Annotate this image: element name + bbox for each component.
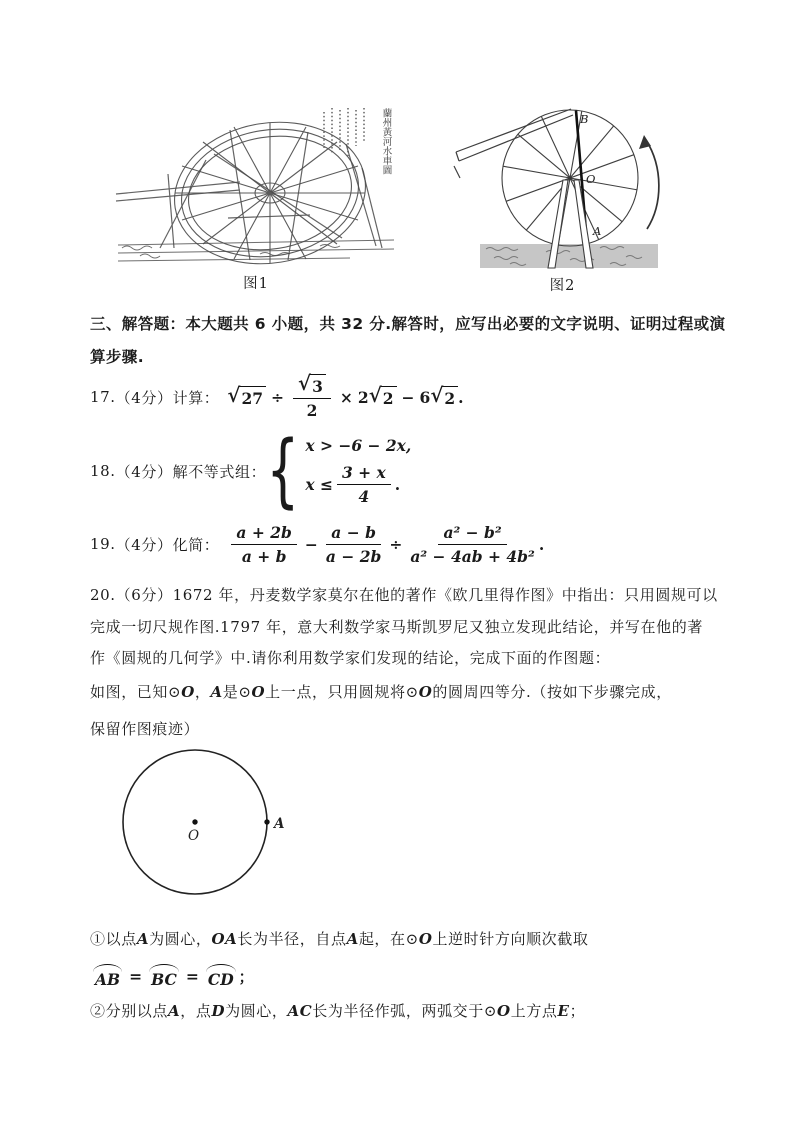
waterwheel-schematic-image bbox=[450, 92, 675, 270]
figure2-waterwheel-schematic bbox=[450, 92, 675, 295]
label-O: O bbox=[188, 828, 200, 844]
section-header-line2: 算步骤. bbox=[90, 348, 144, 366]
radical-2b: √ 2 bbox=[430, 386, 458, 408]
question-18 bbox=[90, 424, 412, 518]
construction-step-2: ②分别以点A，点D为圆心，AC长为半径作弧，两弧交于⊙O上方点E； bbox=[90, 1002, 586, 1020]
q19-label: 化简： bbox=[172, 535, 220, 554]
radical-3: √ 3 bbox=[298, 374, 326, 396]
period: . bbox=[394, 475, 401, 494]
q17-label: 计算： bbox=[172, 388, 220, 407]
center-dot-O bbox=[192, 819, 197, 824]
minus-sign: − bbox=[401, 387, 415, 407]
q20-score: （6分） bbox=[115, 586, 173, 604]
question-20-line3: 作《圆规的几何学》中.请你利用数学家们发现的结论，完成下面的作图题： bbox=[90, 649, 611, 667]
q18-number: 18. bbox=[90, 462, 116, 480]
fraction-3: $\frac{\text{a² − b²}}{\text{a² − 4ab + 4b²}}$ bbox=[410, 522, 535, 566]
label-O: O bbox=[586, 172, 596, 186]
waterwheel-wheel bbox=[164, 109, 376, 268]
point-dot-A bbox=[264, 819, 269, 824]
circle-O-symbol: ⊙O bbox=[483, 1002, 511, 1020]
section-header-line1: 三、解答题：本大题共 6 小题，共 32 分.解答时，应写出必要的文字说明、证明过程或演 bbox=[90, 315, 726, 333]
q20-number: 20. bbox=[90, 586, 116, 604]
label-A: A bbox=[274, 816, 285, 832]
question-20-line1: 20.（6分）1672 年，丹麦数学家莫尔在他的著作《欧几里得作图》中指出：只用圆规可以 bbox=[90, 586, 718, 604]
label-B: B bbox=[580, 112, 589, 126]
q19-expression bbox=[227, 523, 544, 566]
q17-number: 17. bbox=[90, 388, 116, 406]
waterwheel-ground bbox=[118, 240, 394, 261]
period: . bbox=[458, 387, 464, 407]
semicolon: ； bbox=[238, 967, 255, 986]
label-A: A bbox=[593, 224, 602, 238]
system-brace: { bbox=[266, 424, 300, 518]
circle-O-symbol: ⊙O bbox=[168, 683, 195, 701]
q18-inequality-2: x ≤ $\frac{3 + x}{4}$ . bbox=[305, 463, 401, 506]
fraction-2: $\frac{a - b}{a - 2b}$ bbox=[325, 522, 382, 566]
divide-sign: ÷ bbox=[271, 387, 285, 407]
q19-number: 19. bbox=[90, 535, 116, 553]
radical-2a: √ 2 bbox=[369, 386, 397, 408]
construction-intro-line1: 如图，已知⊙O，A是⊙O上一点，只用圆规将⊙O的圆周四等分.（按如下步骤完成， bbox=[90, 683, 672, 701]
minus-sign: − bbox=[304, 534, 318, 554]
q18-score: （4分） bbox=[115, 462, 173, 481]
equals-sign: = bbox=[185, 966, 199, 986]
figure1-waterwheel-woodcut bbox=[110, 98, 402, 293]
figure2-caption: 图2 bbox=[549, 278, 576, 294]
q19-score: （4分） bbox=[115, 535, 173, 554]
circle-O-symbol: ⊙O bbox=[405, 930, 433, 948]
q17-score: （4分） bbox=[115, 388, 173, 407]
coef-6: 6 bbox=[419, 387, 431, 407]
calligraphy-columns-decoration bbox=[324, 108, 364, 156]
q18-inequality-system bbox=[305, 436, 411, 506]
figure1-caption: 图1 bbox=[243, 276, 269, 292]
wheel-center-dot bbox=[568, 176, 572, 180]
q18-inequality-1: x > −6 − 2x, bbox=[305, 436, 412, 455]
q18-label: 解不等式组： bbox=[172, 462, 267, 481]
radical-27: √ 27 bbox=[227, 386, 266, 408]
question-17 bbox=[90, 371, 464, 420]
arc-equality-formula bbox=[90, 960, 254, 992]
equals-sign: = bbox=[129, 966, 143, 986]
fraction-3plusx-over-4: $\frac{3 + x}{4}$ bbox=[337, 463, 391, 506]
arc-AB: AB bbox=[92, 964, 123, 989]
arc-CD: CD bbox=[205, 964, 237, 989]
fraction-sqrt3-over-2: √ 3 2 bbox=[293, 374, 331, 420]
question-19 bbox=[90, 518, 544, 570]
fraction-1: $\frac{a + 2b}{a + b}$ bbox=[231, 523, 296, 566]
divide-sign: ÷ bbox=[389, 534, 403, 554]
q17-expression bbox=[227, 371, 464, 420]
arc-BC: BC bbox=[148, 964, 180, 989]
question-20-line2: 完成一切尺规作图.1797 年，意大利数学家马斯凯罗尼又独立发现此结论，并写在他的著 bbox=[90, 618, 703, 636]
woodcut-vertical-title: 蘭州黃河水車圖 bbox=[380, 108, 392, 175]
waterwheel-woodcut-image bbox=[110, 98, 402, 268]
circle-O-symbol: ⊙O bbox=[405, 683, 433, 701]
times-sign: × bbox=[339, 387, 353, 407]
construction-step-1: ①以点A为圆心，OA长为半径，自点A起，在⊙O上逆时针方向顺次截取 bbox=[90, 930, 589, 948]
circle-construction-image bbox=[118, 745, 308, 903]
rotation-arrow-icon bbox=[639, 135, 659, 229]
construction-intro-line2: 保留作图痕迹） bbox=[90, 720, 200, 738]
circle-O-symbol: ⊙O bbox=[238, 683, 266, 701]
period: . bbox=[538, 534, 545, 554]
circle-construction-figure bbox=[118, 745, 308, 907]
coef-2: 2 bbox=[357, 387, 369, 407]
